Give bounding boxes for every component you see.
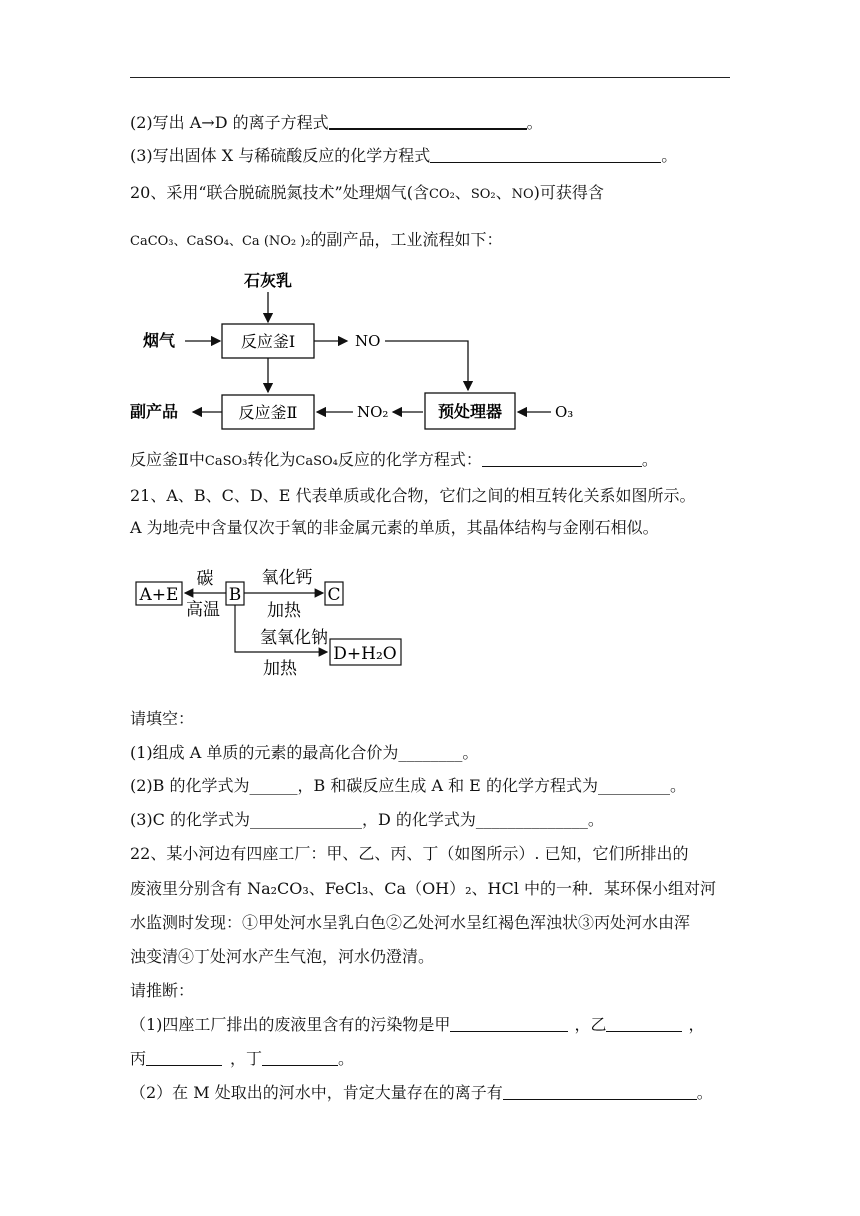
conversion-diagram [130,563,410,685]
q22-line2: 废液里分别含有 Na₂CO₃、FeCl₃、Ca（OH）₂、HCl 中的一种．某环保小组对河 [130,879,716,898]
pretreatment-label: 预处理器 [437,402,503,421]
q20-question-end: 。 [641,450,658,469]
q19-part3 [130,145,677,167]
q21-part3-text: ，D 的化学式为______________ [362,810,588,829]
q22-part1-text: （1)四座工厂排出的废液里含有的污染物是甲 [130,1015,451,1034]
q19-part2-end: 。 [526,113,543,132]
fill-prompt: 请填空： [130,709,195,728]
cao-label: 氧化钙 [261,568,313,588]
ae-label: A+E [139,585,179,605]
q22-part2-end: 。 [696,1083,713,1102]
q22-line4: 浊变清④丁处河水产生气泡，河水仍澄清。 [130,947,435,966]
c-label: C [327,585,341,605]
answer-blank-bing[interactable] [146,1049,222,1066]
header-rule [130,77,730,78]
q21-part3 [130,809,604,831]
answer-blank[interactable] [329,112,527,130]
arrow-no-to-pre [385,341,468,390]
q20-question-text: 反应釜Ⅱ中 [130,450,205,469]
separator: 、 [454,183,471,202]
q19-part3-end: 。 [661,146,678,165]
q20-line2-text: 的副产品，工业流程如下： [310,230,503,249]
q22-part2-text: （2）在 M 处取出的河水中，肯定大量存在的离子有 [130,1083,503,1102]
answer-blank-yi[interactable] [606,1015,682,1032]
answer-blank-ions[interactable] [503,1083,697,1100]
no-label: NO [355,332,381,350]
no-formula: NO [511,187,534,202]
q20-line2 [130,229,503,253]
q22-part1-text: ，丁 [230,1049,263,1068]
dh2o-label: D+H₂O [333,644,397,664]
answer-blank[interactable] [482,450,642,467]
answer-blank[interactable] [430,146,661,163]
b-label: B [228,585,242,605]
so2-formula: SO₂ [470,187,496,202]
q22-part1-text: 丙 [130,1049,147,1068]
q21-part1-end: 。 [462,743,479,762]
q19-part2-text: (2)写出 A→D 的离子方程式 [130,113,329,132]
separator: 、 [495,183,512,202]
q21-line2: A 为地壳中含量仅次于氧的非金属元素的单质，其晶体结构与金刚石相似。 [130,518,659,537]
answer-blank-jia[interactable] [450,1015,568,1032]
q21-part3-text: (3)C 的化学式为______________ [130,810,362,829]
q20-text: 20、采用“联合脱硫脱氮技术”处理烟气(含 [130,183,429,202]
caso4-formula: CaSO₄ [295,454,338,469]
heat1-label: 加热 [267,601,301,621]
q21-part2-text: ，B 和碳反应生成 A 和 E 的化学方程式为_________ [297,776,670,795]
q20-question-text: 转化为 [247,450,296,469]
q22-part1-line1 [130,1014,704,1036]
carbon-label: 碳 [196,569,214,589]
reactor-2-label: 反应釜Ⅱ [238,403,298,422]
q22-part1-end: 。 [338,1049,355,1068]
q22-part1-text: ，乙 [574,1015,607,1034]
products-formulas: CaCO₃、CaSO₄、Ca (NO₂ )₂ [130,234,311,249]
q19-part2 [130,112,543,134]
lime-milk-label: 石灰乳 [243,271,293,290]
flue-gas-label: 烟气 [143,331,176,350]
infer-prompt: 请推断： [130,981,195,1000]
q19-part3-text: (3)写出固体 X 与稀硫酸反应的化学方程式 [130,146,431,165]
q22-comma: ， [688,1015,705,1034]
q21-part2-text: (2)B 的化学式为______ [130,776,298,795]
byproduct-label: 副产品 [130,402,179,421]
heat2-label: 加热 [263,659,297,679]
q22-line3: 水监测时发现：①甲处河水呈乳白色②乙处河水呈红褐色浑浊状③丙处河水由浑 [130,913,691,932]
q21-part1-text: (1)组成 A 单质的元素的最高化合价为________ [130,743,463,762]
co2-formula: CO₂ [428,187,455,202]
q21-line1: 21、A、B、C、D、E 代表单质或化合物，它们之间的相互转化关系如图所示。 [130,486,696,505]
q20-question-text: 反应的化学方程式： [337,450,482,469]
flow-diagram [125,262,595,437]
caso3-formula: CaSO₃ [204,454,248,469]
q21-part2 [130,775,686,797]
q21-part2-end: 。 [669,776,686,795]
q22-line1: 22、某小河边有四座工厂：甲、乙、丙、丁（如图所示）. 已知，它们所排出的 [130,844,689,863]
q22-part2 [130,1082,713,1104]
q21-part3-end: 。 [587,810,604,829]
q21-part1 [130,742,478,764]
o3-label: O₃ [555,403,574,421]
answer-blank-ding[interactable] [262,1049,338,1066]
q20-text-end: )可获得含 [533,183,604,202]
no2-label: NO₂ [357,403,389,421]
naoh-label: 氢氧化钠 [260,628,328,648]
reactor-1-label: 反应釜Ⅰ [240,332,296,351]
q22-part1-line2 [130,1048,354,1070]
q20-question [130,449,658,473]
q20-line1 [130,182,604,206]
high-temp-label: 高温 [186,600,220,620]
